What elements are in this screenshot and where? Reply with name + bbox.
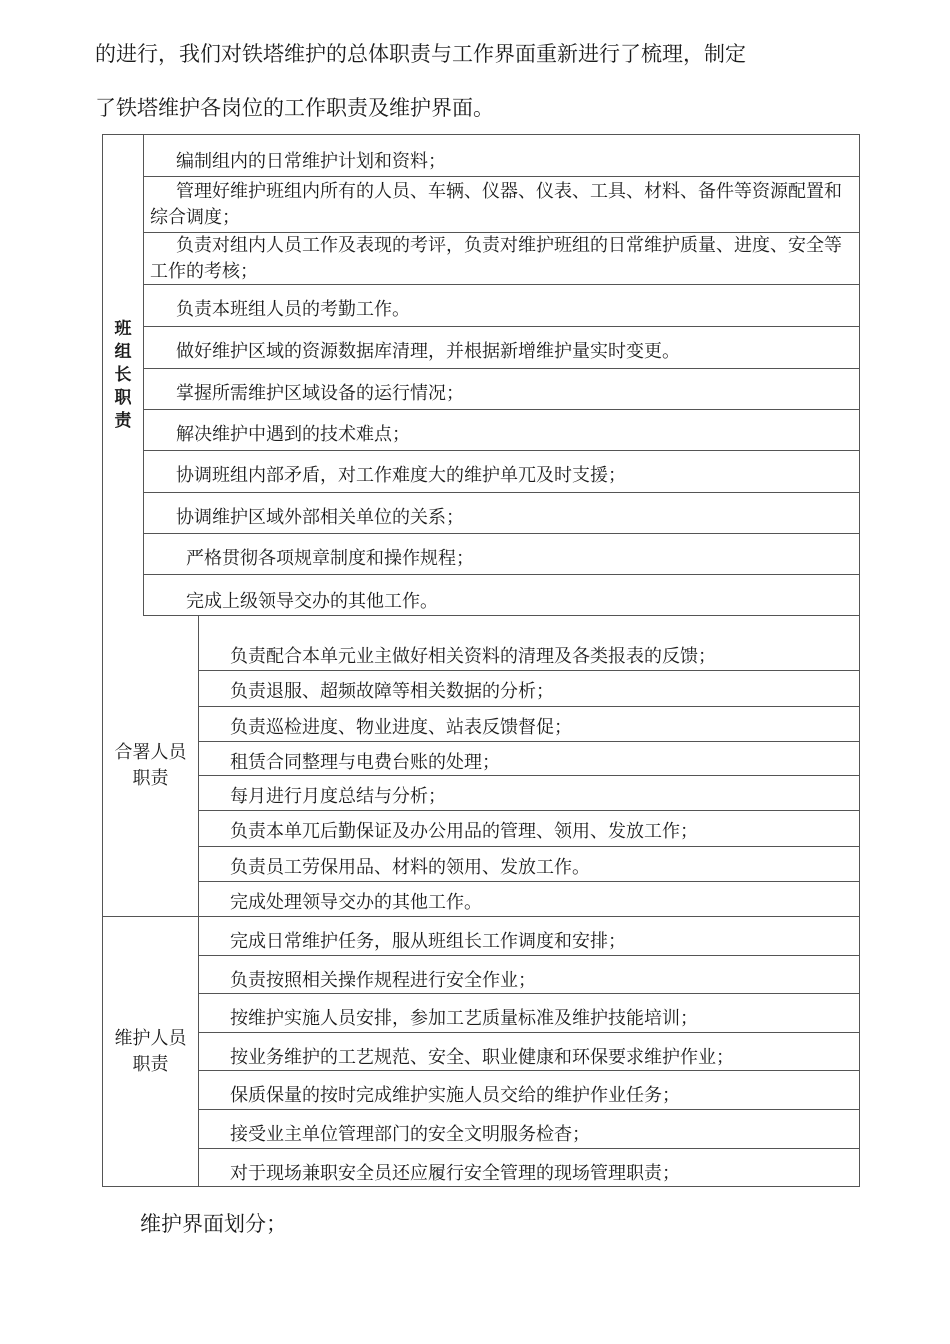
table-row: 解决维护中遇到的技术难点； <box>143 410 859 451</box>
table-row: 管理好维护班组内所有的人员、车辆、仪器、仪表、工具、材料、备件等资源配置和综合调度； <box>143 177 859 233</box>
section-label-text: 维护人员职责 <box>114 1028 187 1075</box>
table-row: 负责巡检进度、物业进度、站表反馈督促； <box>198 707 859 742</box>
table-row: 保质保量的按时完成维护实施人员交给的维护作业任务； <box>198 1071 859 1110</box>
table-row: 接受业主单位管理部门的安全文明服务检杳； <box>198 1110 859 1149</box>
table-row: 按业务维护的工艺规范、安全、职业健康和环保要求维护作业； <box>198 1033 859 1071</box>
duty-table <box>102 134 860 1187</box>
section-label-text: 班组长职责 <box>114 318 132 431</box>
section-label <box>103 135 144 615</box>
table-row: 负责配合本单元业主做好相关资料的清理及各类报表的反馈； <box>198 616 859 671</box>
table-row: 做好维护区域的资源数据库清理，并根据新增维护量实时变更。 <box>143 327 859 369</box>
table-row: 负责员工劳保用品、材料的领用、发放工作。 <box>198 847 859 882</box>
section-rows <box>143 135 859 615</box>
section-label <box>103 616 199 916</box>
intro-line-2: 了铁塔维护各岗位的工作职责及维护界面。 <box>95 96 494 120</box>
table-row: 负责本单兀后勤保证及办公用品的管理、领用、发放工作； <box>198 811 859 847</box>
table-row: 完成上级领导交办的其他工作。 <box>143 575 859 616</box>
table-row: 负责本班组人员的考勤工作。 <box>143 285 859 327</box>
section-label-text: 合署人员职责 <box>114 742 187 789</box>
section-maintenance-staff <box>103 917 859 1187</box>
table-row: 编制组内的日常维护计划和资料； <box>143 135 859 177</box>
intro-line-1: 的进行，我们对铁塔维护的总体职责与工作界面重新进行了梳理，制定 <box>95 42 746 66</box>
table-row: 完成日常维护任务，服从班组长工作调度和安排； <box>198 917 859 956</box>
table-row: 协调班组内部矛盾，对工作难度大的维护单兀及时支援； <box>143 451 859 493</box>
section-label <box>103 917 199 1187</box>
table-row: 协调维护区域外部相关单位的关系； <box>143 493 859 534</box>
table-row: 每月进行月度总结与分析； <box>198 776 859 811</box>
table-row: 负责按照相关操作规程进行安全作业； <box>198 956 859 994</box>
table-row: 对于现场兼职安全员还应履行安全管理的现场管理职责； <box>230 1163 680 1184</box>
section-rows <box>198 616 859 916</box>
section-rows <box>198 917 859 1187</box>
table-row: 负责退服、超频故障等相关数据的分析； <box>198 671 859 707</box>
section-team-leader <box>103 135 859 615</box>
table-row: 负责对组内人员工作及表现的考评，负责对维护班组的日常维护质量、进度、安全等工作的考核； <box>143 233 859 285</box>
section-colocated-staff <box>103 616 859 917</box>
table-row: 按维护实施人员安排，参加工艺质量标准及维护技能培训； <box>198 994 859 1033</box>
closing-heading: 维护界面划分； <box>140 1212 287 1236</box>
table-row: 租赁合同整理与电费台账的处理； <box>198 742 859 776</box>
table-row: 严格贯彻各项规章制度和操作规程； <box>143 534 859 575</box>
table-row: 完成处理领导交办的其他工作。 <box>230 892 482 913</box>
table-row: 掌握所需维护区域设备的运行情况； <box>143 369 859 410</box>
